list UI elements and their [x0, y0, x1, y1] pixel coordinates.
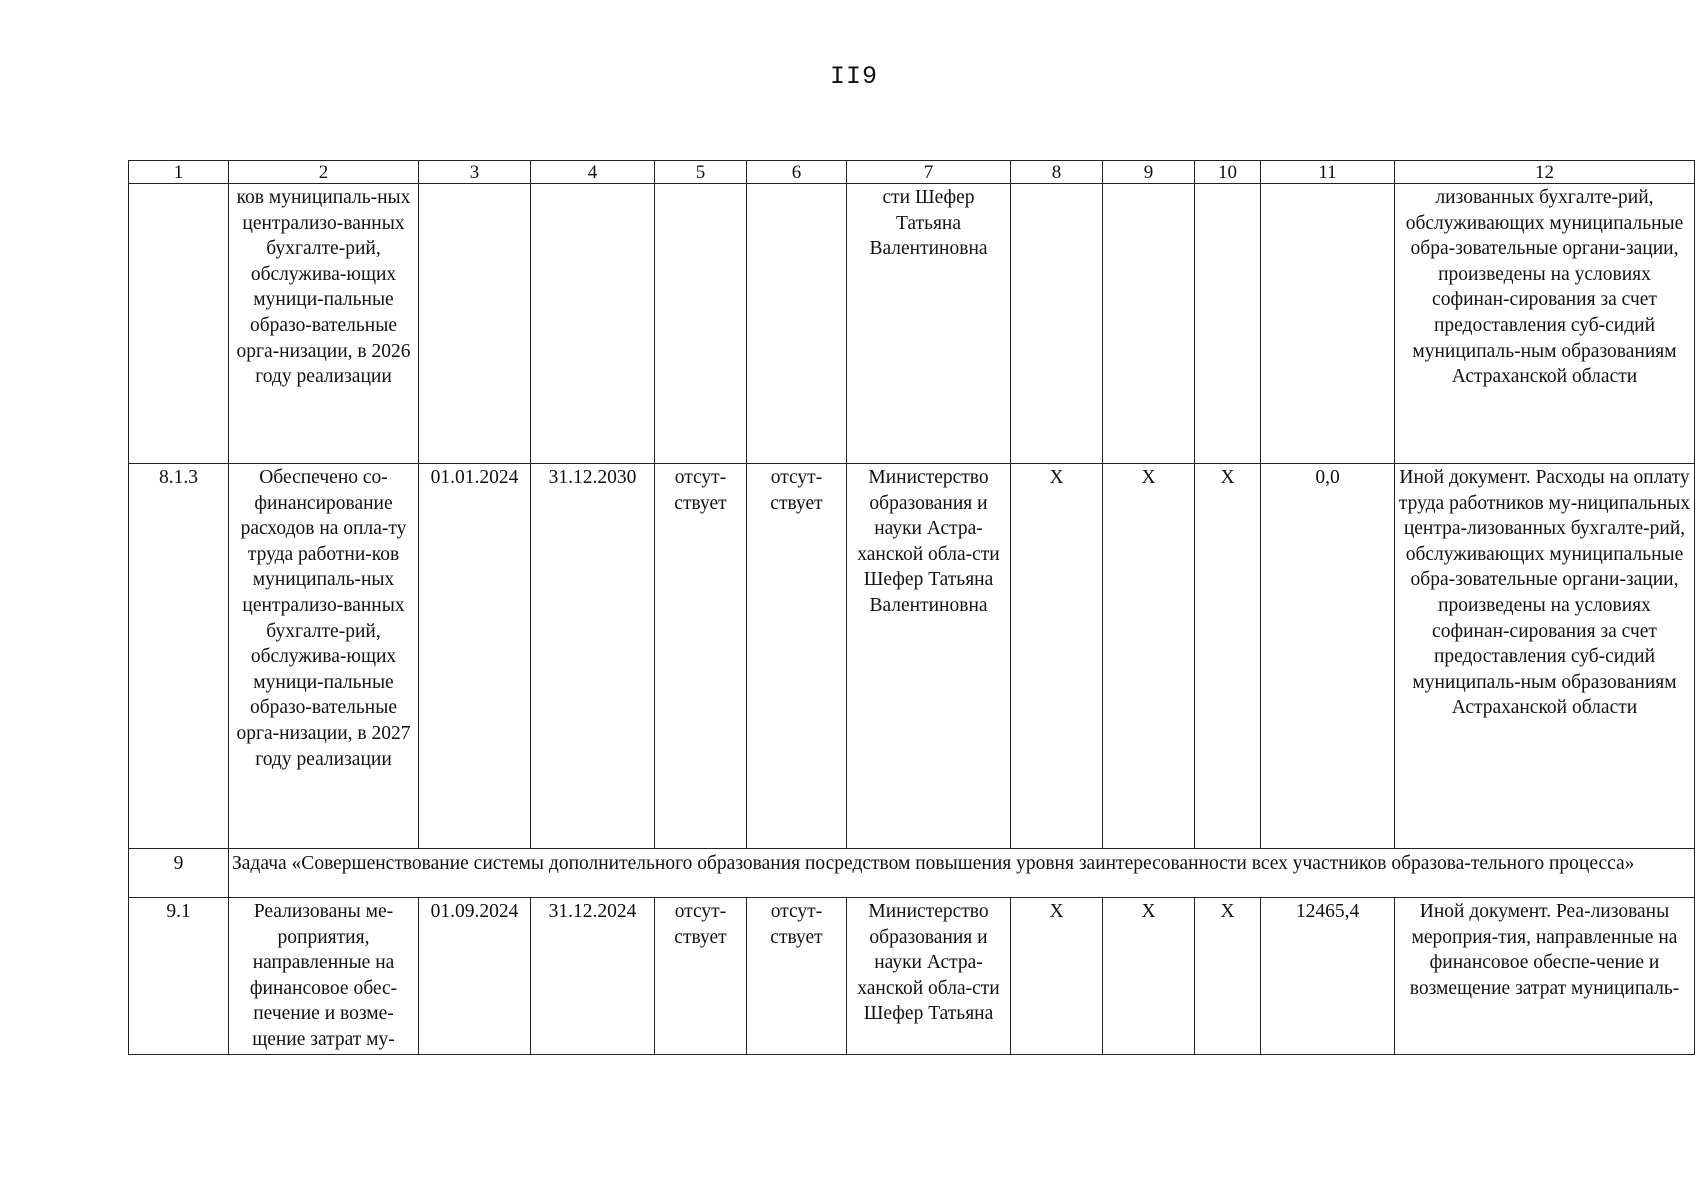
amount-cell: 12465,4 [1261, 898, 1395, 1055]
start-date-cell: 01.09.2024 [419, 898, 531, 1055]
end-date-cell: 31.12.2030 [531, 464, 655, 849]
document-cell: Иной документ. Расходы на оплату труда работников му-ниципальных центра-лизованных бухгалте-рий, обслуживающих муниципальные обра-зовательные органи-зации, произведены на условиях софинан-сирования за счет предоставления суб-сидий муниципаль-ным образованиям Астраханской области [1395, 464, 1695, 849]
col-header: 5 [655, 161, 747, 184]
col-header: 12 [1395, 161, 1695, 184]
col6-cell: отсут-ствует [747, 464, 847, 849]
page-number: II9 [829, 62, 878, 91]
result-name-cell: ков муниципаль-ных централизо-ванных бухгалте-рий, обслужива-ющих муници-пальные образо-вательные орга-низации, в 2026 году реализации [229, 184, 419, 464]
col6-cell: отсут-ствует [747, 898, 847, 1055]
amount-cell [1261, 184, 1395, 464]
col-header: 8 [1011, 161, 1103, 184]
col-header: 2 [229, 161, 419, 184]
col-header: 6 [747, 161, 847, 184]
task-text-cell: Задача «Совершенствование системы дополнительного образования посредством повышения уровня заинтересованности всех участников образова-тельного процесса» [229, 849, 1695, 898]
start-date-cell: 01.01.2024 [419, 464, 531, 849]
result-name-cell: Обеспечено со-финансирование расходов на опла-ту труда работни-ков муниципаль-ных централизо-ванных бухгалте-рий, обслужива-ющих муници-пальные образо-вательные орга-низации, в 2027 году реализации [229, 464, 419, 849]
row-number-cell [129, 184, 229, 464]
col-header: 11 [1261, 161, 1395, 184]
result-name-cell: Реализованы ме-роприятия, направленные на финансовое обес-печение и возме-щение затрат му- [229, 898, 419, 1055]
document-cell: лизованных бухгалте-рий, обслуживающих муниципальные обра-зовательные органи-зации, произведены на условиях софинан-сирования за счет предоставления суб-сидий муниципаль-ным образованиям Астраханской области [1395, 184, 1695, 464]
responsible-cell: Министерство образования и науки Астра-ханской обла-сти Шефер Татьяна Валентиновна [847, 464, 1011, 849]
table-row [129, 184, 1695, 464]
col-header: 4 [531, 161, 655, 184]
amount-cell: 0,0 [1261, 464, 1395, 849]
row-number-cell: 9 [129, 849, 229, 898]
table-row [129, 464, 1695, 849]
responsible-cell: Министерство образования и науки Астра-ханской обла-сти Шефер Татьяна [847, 898, 1011, 1055]
col5-cell [655, 184, 747, 464]
col8-cell: X [1011, 464, 1103, 849]
col6-cell [747, 184, 847, 464]
end-date-cell: 31.12.2024 [531, 898, 655, 1055]
task-row [129, 849, 1695, 898]
col-header: 3 [419, 161, 531, 184]
end-date-cell [531, 184, 655, 464]
col-header: 7 [847, 161, 1011, 184]
col5-cell: отсут-ствует [655, 464, 747, 849]
col10-cell: X [1195, 464, 1261, 849]
header-row [129, 161, 1695, 184]
document-cell: Иной документ. Реа-лизованы мероприя-тия, направленные на финансовое обеспе-чение и возмещение затрат муниципаль- [1395, 898, 1695, 1055]
col-header: 9 [1103, 161, 1195, 184]
col8-cell [1011, 184, 1103, 464]
col8-cell: X [1011, 898, 1103, 1055]
table-row [129, 898, 1695, 1055]
responsible-cell: сти Шефер Татьяна Валентиновна [847, 184, 1011, 464]
col9-cell: X [1103, 898, 1195, 1055]
col5-cell: отсут-ствует [655, 898, 747, 1055]
col9-cell [1103, 184, 1195, 464]
program-table [128, 160, 1695, 1055]
col-header: 1 [129, 161, 229, 184]
start-date-cell [419, 184, 531, 464]
row-number-cell: 8.1.3 [129, 464, 229, 849]
row-number-cell: 9.1 [129, 898, 229, 1055]
col-header: 10 [1195, 161, 1261, 184]
col10-cell [1195, 184, 1261, 464]
col9-cell: X [1103, 464, 1195, 849]
col10-cell: X [1195, 898, 1261, 1055]
